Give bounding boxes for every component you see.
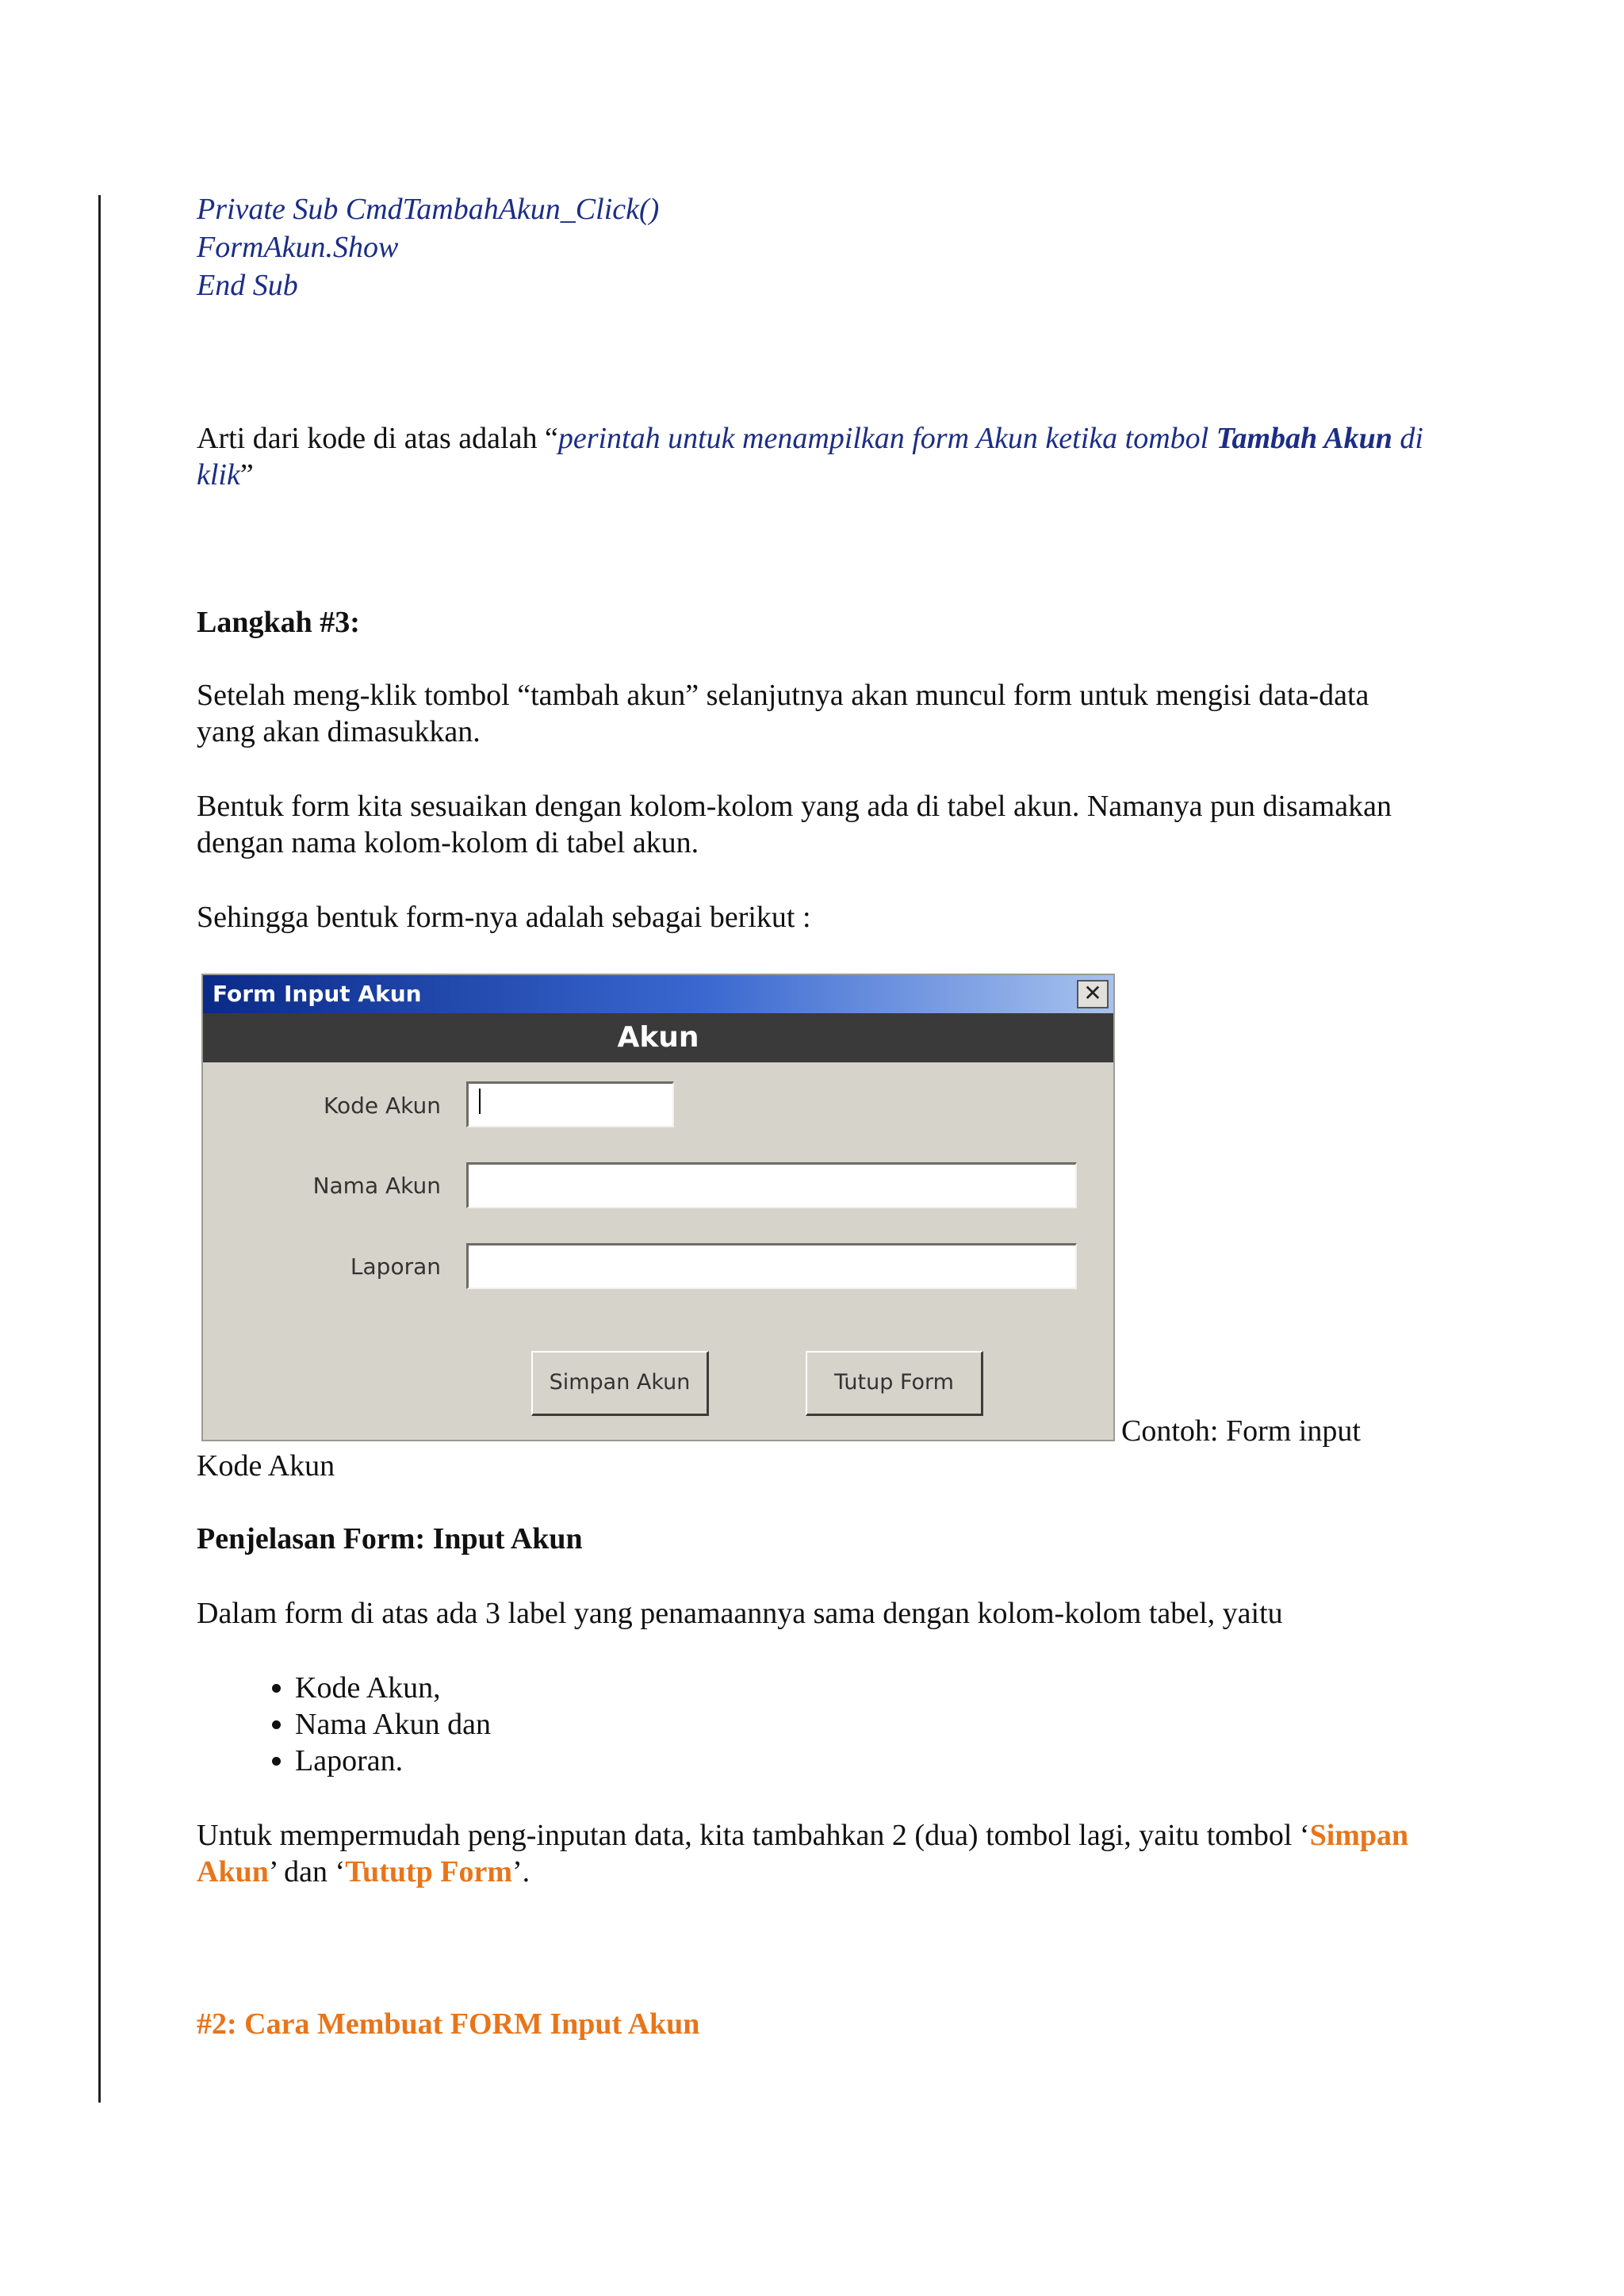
code-block	[197, 190, 1434, 304]
close-icon[interactable]: ✕	[1077, 980, 1109, 1008]
list-item: • Laporan.	[295, 1743, 1434, 1779]
tutup-form-highlight: Tututp Form	[345, 1855, 513, 1888]
form-header: Akun	[203, 1013, 1113, 1062]
laporan-input[interactable]	[466, 1243, 1077, 1289]
label-nama-akun: Nama Akun	[312, 1173, 441, 1199]
form-input-akun-window	[201, 974, 1115, 1441]
explain-intro: Dalam form di atas ada 3 label yang penamaannya sama dengan kolom-kolom tabel, yaitu	[197, 1597, 1283, 1630]
figure-caption-part-1: Contoh: Form input	[1121, 1414, 1361, 1448]
window-title: Form Input Akun	[213, 981, 422, 1007]
tutup-form-button[interactable]: Tutup Form	[806, 1351, 983, 1416]
window-titlebar[interactable]	[203, 975, 1113, 1013]
label-kode-akun: Kode Akun	[324, 1093, 441, 1119]
buttons-paragraph-mid: ’ dan ‘	[268, 1855, 346, 1888]
meaning-close: ”	[239, 458, 254, 492]
code-line-3: End Sub	[197, 269, 298, 302]
meaning-bold: Tambah Akun	[1216, 422, 1392, 455]
meaning-intro: Arti dari kode di atas adalah “	[197, 422, 558, 455]
nama-akun-input[interactable]	[466, 1162, 1077, 1208]
page-margin-rule	[98, 195, 101, 2103]
buttons-paragraph	[197, 1817, 1434, 1890]
section-2-heading: #2: Cara Membuat FORM Input Akun	[197, 2007, 700, 2041]
explain-heading: Penjelasan Form: Input Akun	[197, 1522, 583, 1556]
code-line-2: FormAkun.Show	[197, 231, 399, 264]
simpan-akun-highlight: Simpan Akun	[197, 1819, 1409, 1888]
step3-heading: Langkah #3:	[197, 606, 360, 639]
meaning-italic-2: di klik	[197, 422, 1423, 492]
simpan-akun-button[interactable]: Simpan Akun	[531, 1351, 709, 1416]
step3-paragraph-1: Setelah meng-klik tombol “tambah akun” selanjutnya akan muncul form untuk mengisi data-data yang akan dimasukkan.	[197, 679, 1369, 748]
buttons-paragraph-start: Untuk mempermudah peng-inputan data, kita tambahkan 2 (dua) tombol lagi, yaitu tombol ‘	[197, 1819, 1310, 1852]
step3-paragraph-3: Sehingga bentuk form-nya adalah sebagai berikut :	[197, 901, 811, 934]
step3-paragraph-2: Bentuk form kita sesuaikan dengan kolom-kolom yang ada di tabel akun. Namanya pun disamakan dengan nama kolom-kolom di tabel akun.	[197, 790, 1392, 859]
label-list	[197, 1670, 1434, 1779]
list-item: • Nama Akun dan	[295, 1706, 1434, 1743]
text-caret	[479, 1089, 481, 1114]
figure-caption-part-2: Kode Akun	[197, 1449, 335, 1483]
kode-akun-input[interactable]	[466, 1081, 674, 1127]
label-laporan: Laporan	[350, 1253, 441, 1280]
form-figure	[197, 974, 1434, 1457]
meaning-italic-1: perintah untuk menampilkan form Akun ketika tombol	[557, 422, 1216, 455]
buttons-paragraph-end: ’.	[512, 1855, 530, 1888]
document-body	[197, 190, 1434, 2042]
kode-akun-field-wrap	[466, 1081, 674, 1127]
code-meaning-paragraph	[197, 420, 1434, 493]
list-item: • Kode Akun,	[295, 1670, 1434, 1706]
code-line-1: Private Sub CmdTambahAkun_Click()	[197, 193, 660, 226]
